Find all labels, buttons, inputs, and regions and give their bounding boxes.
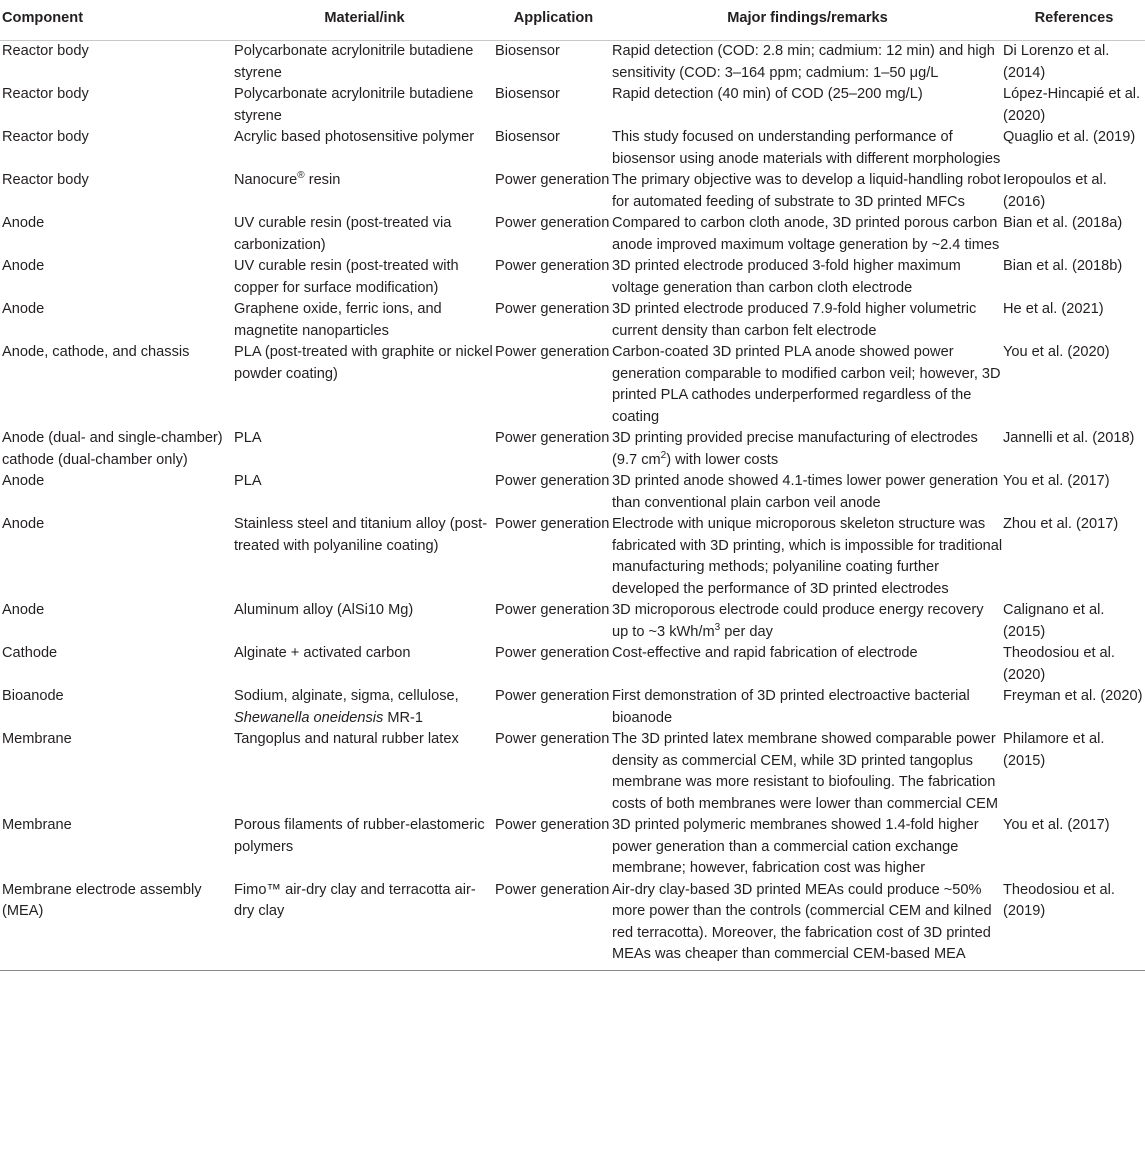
cell-references: Jannelli et al. (2018) bbox=[1003, 430, 1135, 446]
cell-references: Quaglio et al. (2019) bbox=[1003, 129, 1136, 145]
material-suffix: MR-1 bbox=[383, 709, 424, 726]
table-row bbox=[0, 600, 1145, 643]
cell-material: PLA bbox=[234, 430, 262, 446]
cell-application: Power generation bbox=[495, 430, 610, 446]
cell-component: Membrane electrode assembly (MEA) bbox=[0, 880, 234, 971]
cell-application: Power generation bbox=[495, 731, 610, 747]
header-component: Component bbox=[0, 0, 234, 41]
cell-references: He et al. (2021) bbox=[1003, 301, 1104, 317]
cell-material: Stainless steel and titanium alloy (post-treated with polyaniline coating) bbox=[234, 516, 488, 554]
cell-findings: Air-dry clay-based 3D printed MEAs could produce ~50% more power than the controls (commercial CEM and kilned red terracotta). Moreover, the fabrication cost of 3D printed MEAs was cheaper than commercial CEM-based MEA bbox=[612, 880, 1003, 971]
table-row bbox=[0, 428, 1145, 471]
cell-material: Aluminum alloy (AlSi10 Mg) bbox=[234, 602, 414, 618]
cell-findings: Rapid detection (40 min) of COD (25–200 mg/L) bbox=[612, 86, 923, 102]
cell-component: Reactor body bbox=[2, 129, 89, 145]
findings-text: 3D microporous electrode could produce energy recovery up to ~3 kWh/m bbox=[612, 602, 984, 640]
cell-application: Power generation bbox=[495, 602, 610, 618]
cell-material: Acrylic based photosensitive polymer bbox=[234, 129, 475, 145]
cell-material bbox=[234, 170, 495, 213]
cell-application: Power generation bbox=[495, 258, 610, 274]
header-findings: Major findings/remarks bbox=[612, 0, 1003, 41]
table-row bbox=[0, 127, 1145, 170]
cell-component: Reactor body bbox=[2, 86, 89, 102]
cell-component: Anode bbox=[2, 473, 45, 489]
table-row bbox=[0, 213, 1145, 256]
cell-material: Porous filaments of rubber-elastomeric polymers bbox=[234, 817, 485, 855]
cell-findings: Cost-effective and rapid fabrication of electrode bbox=[612, 645, 918, 661]
header-material: Material/ink bbox=[234, 0, 495, 41]
cell-material: Tangoplus and natural rubber latex bbox=[234, 731, 459, 747]
cell-references: López-Hincapié et al. (2020) bbox=[1003, 86, 1141, 124]
findings-suffix: per day bbox=[720, 623, 773, 640]
cell-material: PLA (post-treated with graphite or nickel powder coating) bbox=[234, 344, 493, 382]
cell-material: Graphene oxide, ferric ions, and magnetite nanoparticles bbox=[234, 301, 442, 339]
cell-component: Anode bbox=[2, 301, 45, 317]
cell-component: Reactor body bbox=[2, 43, 89, 59]
cell-material bbox=[234, 686, 495, 729]
cell-component: Membrane bbox=[2, 817, 72, 833]
cell-references: Bian et al. (2018b) bbox=[1003, 258, 1123, 274]
cell-component: Anode bbox=[2, 602, 45, 618]
cell-references: You et al. (2017) bbox=[1003, 817, 1110, 833]
cell-component: Membrane bbox=[2, 731, 72, 747]
cell-component: Bioanode bbox=[2, 688, 64, 704]
cell-references: Freyman et al. (2020) bbox=[1003, 688, 1143, 704]
table-row bbox=[0, 815, 1145, 880]
cell-application: Power generation bbox=[495, 880, 612, 971]
superscript: 2 bbox=[660, 449, 667, 461]
species-name: Shewanella oneidensis bbox=[234, 709, 384, 726]
cell-component: Anode (dual- and single-chamber) cathode (dual-chamber only) bbox=[2, 430, 223, 468]
cell-material: PLA bbox=[234, 473, 262, 489]
cell-application: Power generation bbox=[495, 473, 610, 489]
table-row bbox=[0, 342, 1145, 428]
cell-application: Biosensor bbox=[495, 86, 560, 102]
table-row bbox=[0, 256, 1145, 299]
table-row bbox=[0, 41, 1145, 85]
cell-application: Power generation bbox=[495, 817, 610, 833]
cell-material: Alginate + activated carbon bbox=[234, 645, 411, 661]
cell-findings bbox=[612, 428, 1003, 471]
cell-component: Anode bbox=[2, 258, 45, 274]
cell-findings: 3D printed anode showed 4.1-times lower power generation than conventional plain carbon veil anode bbox=[612, 473, 999, 511]
table-row bbox=[0, 686, 1145, 729]
cell-component: Anode bbox=[2, 215, 45, 231]
cell-material: UV curable resin (post-treated with copper for surface modification) bbox=[234, 258, 459, 296]
cell-material: Polycarbonate acrylonitrile butadiene styrene bbox=[234, 86, 474, 124]
cell-findings: Compared to carbon cloth anode, 3D printed porous carbon anode improved maximum voltage generation by ~2.4 times bbox=[612, 215, 1000, 253]
cell-component: Anode, cathode, and chassis bbox=[2, 344, 190, 360]
table-row bbox=[0, 84, 1145, 127]
cell-findings: The primary objective was to develop a liquid-handling robot for automated feeding of substrate to 3D printed MFCs bbox=[612, 172, 1001, 210]
table-header bbox=[0, 0, 1145, 41]
cell-findings: The 3D printed latex membrane showed comparable power density as commercial CEM, while 3D printed tangoplus membrane was more resistant to biofouling. The fabrication costs of both membranes were lower than commercial CEM bbox=[612, 731, 999, 812]
cell-references: Philamore et al. (2015) bbox=[1003, 731, 1105, 769]
cell-references: Bian et al. (2018a) bbox=[1003, 215, 1123, 231]
cell-findings: This study focused on understanding performance of biosensor using anode materials with different morphologies bbox=[612, 129, 1001, 167]
header-application: Application bbox=[495, 0, 612, 41]
material-suffix: resin bbox=[304, 172, 341, 188]
cell-application: Biosensor bbox=[495, 129, 560, 145]
cell-findings: Carbon-coated 3D printed PLA anode showed power generation comparable to modified carbon veil; however, 3D printed PLA cathodes underperformed regardless of the coating bbox=[612, 344, 1001, 425]
material-name: Nanocure bbox=[234, 172, 298, 188]
cell-application: Power generation bbox=[495, 215, 610, 231]
cell-references: Di Lorenzo et al. (2014) bbox=[1003, 43, 1110, 81]
cell-findings bbox=[612, 600, 1003, 643]
cell-references: Zhou et al. (2017) bbox=[1003, 516, 1119, 532]
cell-findings: 3D printed electrode produced 3-fold higher maximum voltage generation than carbon cloth electrode bbox=[612, 258, 961, 296]
cell-references: Theodosiou et al. (2019) bbox=[1003, 880, 1145, 971]
cell-application: Biosensor bbox=[495, 43, 560, 59]
cell-references: Ieropoulos et al. (2016) bbox=[1003, 172, 1107, 210]
cell-application: Power generation bbox=[495, 301, 610, 317]
cell-findings: Rapid detection (COD: 2.8 min; cadmium: 12 min) and high sensitivity (COD: 3–164 ppm; cadmium: 1–50 μg/L bbox=[612, 43, 995, 81]
cell-component: Reactor body bbox=[2, 172, 89, 188]
cell-references: Calignano et al. (2015) bbox=[1003, 602, 1105, 640]
table-row bbox=[0, 643, 1145, 686]
registered-mark: ® bbox=[297, 170, 305, 181]
cell-component: Anode bbox=[2, 516, 45, 532]
cell-application: Power generation bbox=[495, 688, 610, 704]
cell-material: Fimo™ air-dry clay and terracotta air-dry clay bbox=[234, 880, 495, 971]
cell-application: Power generation bbox=[495, 344, 610, 360]
table-row bbox=[0, 299, 1145, 342]
findings-suffix: ) with lower costs bbox=[666, 451, 779, 468]
cell-findings: First demonstration of 3D printed electroactive bacterial bioanode bbox=[612, 688, 970, 726]
cell-findings: 3D printed electrode produced 7.9-fold higher volumetric current density than carbon felt electrode bbox=[612, 301, 977, 339]
cell-material: Polycarbonate acrylonitrile butadiene styrene bbox=[234, 43, 474, 81]
findings-text: 3D printing provided precise manufacturing of electrodes (9.7 cm bbox=[612, 430, 978, 468]
header-row bbox=[0, 0, 1145, 41]
table-row bbox=[0, 729, 1145, 815]
cell-findings: Electrode with unique microporous skeleton structure was fabricated with 3D printing, which is impossible for traditional manufacturing methods; polyaniline coating further developed the performance of 3D printed electrodes bbox=[612, 516, 1003, 597]
table-row bbox=[0, 514, 1145, 600]
cell-application: Power generation bbox=[495, 172, 610, 188]
table-body bbox=[0, 41, 1145, 971]
cell-references: Theodosiou et al. (2020) bbox=[1003, 645, 1115, 683]
cell-material: UV curable resin (post-treated via carbonization) bbox=[234, 215, 452, 253]
cell-references: You et al. (2020) bbox=[1003, 344, 1110, 360]
cell-application: Power generation bbox=[495, 645, 610, 661]
material-name: Sodium, alginate, sigma, cellulose, bbox=[234, 688, 459, 704]
superscript: 3 bbox=[714, 621, 721, 633]
header-references: References bbox=[1003, 0, 1145, 41]
cell-findings: 3D printed polymeric membranes showed 1.4-fold higher power generation than a commercial cation exchange membrane; however, fabrication cost was higher bbox=[612, 817, 979, 876]
table-row bbox=[0, 170, 1145, 213]
cell-references: You et al. (2017) bbox=[1003, 473, 1110, 489]
cell-application: Power generation bbox=[495, 516, 610, 532]
cell-component: Cathode bbox=[2, 645, 58, 661]
table-row bbox=[0, 880, 1145, 971]
table-row bbox=[0, 471, 1145, 514]
